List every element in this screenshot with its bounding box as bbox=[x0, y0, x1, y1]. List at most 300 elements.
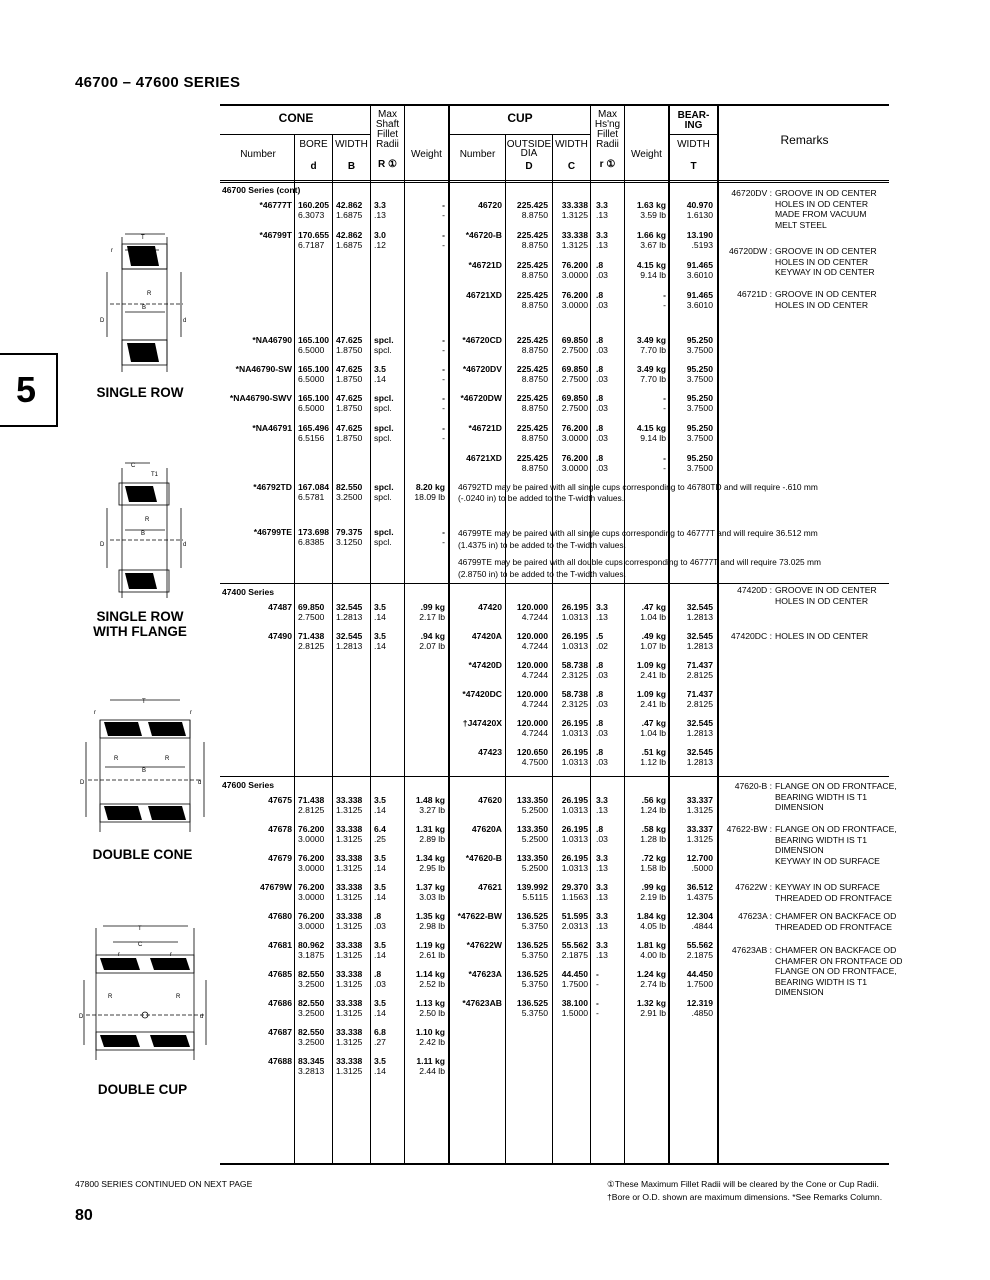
remark-line: CHAMFER ON FRONTFACE OD bbox=[775, 955, 903, 966]
cone-R-in: .12 bbox=[374, 240, 386, 250]
section-label: 46700 Series (cont) bbox=[222, 185, 301, 195]
bearing-width-header: WIDTH bbox=[677, 139, 710, 150]
cone-width-mm: 33.338 bbox=[336, 911, 363, 921]
cup-number: *47622W bbox=[466, 940, 502, 950]
cone-number: 47680 bbox=[268, 911, 292, 921]
cone-number: 47679W bbox=[259, 882, 292, 892]
cup-width-metric: 58.738 bbox=[561, 689, 588, 699]
cup-r-metric: .8 bbox=[596, 747, 604, 757]
cup-T-imperial: 3.7500 bbox=[686, 463, 713, 473]
cup-wt-metric: 1.32 kg bbox=[636, 998, 666, 1008]
cup-r-imperial: .03 bbox=[596, 699, 608, 709]
cup-r-imperial: .02 bbox=[596, 641, 608, 651]
cup-r-metric: .8 bbox=[596, 423, 604, 433]
cup-width-imperial: 2.3125 bbox=[561, 670, 588, 680]
cone-number: 47688 bbox=[268, 1056, 292, 1066]
remark-key: 47623A : bbox=[738, 911, 772, 921]
cup-wt-metric: .47 kg bbox=[641, 718, 666, 728]
cone-weight-lb: 2.17 lb bbox=[419, 612, 445, 622]
cone-width-mm: 33.338 bbox=[336, 1027, 363, 1037]
cup-number: 46721XD bbox=[466, 290, 502, 300]
cup-wt-imperial: 2.74 lb bbox=[640, 979, 666, 989]
cup-r-imperial: .03 bbox=[596, 728, 608, 738]
cone-weight-lb: 2.89 lb bbox=[419, 834, 445, 844]
cone-bore-in: 3.0000 bbox=[298, 921, 325, 931]
cup-number: 47420A bbox=[471, 631, 502, 641]
cone-number: *NA46790-SW bbox=[235, 364, 292, 374]
svg-text:D: D bbox=[80, 780, 85, 786]
cone-bore-in: 3.0000 bbox=[298, 863, 325, 873]
cup-width-metric: 76.200 bbox=[561, 453, 588, 463]
remark-key: 46720DV : bbox=[731, 188, 772, 198]
cup-r-metric: .8 bbox=[596, 824, 604, 834]
cone-weight-lb: 2.61 lb bbox=[419, 950, 445, 960]
cone-weight-lb: - bbox=[442, 537, 445, 547]
svg-text:R: R bbox=[145, 517, 150, 523]
remark-line: BEARING WIDTH IS T1 bbox=[775, 834, 867, 845]
cup-wt-metric: 1.24 kg bbox=[636, 969, 666, 979]
cup-wt-metric: .51 kg bbox=[641, 747, 666, 757]
section-label: 47600 Series bbox=[222, 780, 275, 790]
section-label: 47400 Series bbox=[222, 587, 275, 597]
cone-width-mm: 33.338 bbox=[336, 940, 363, 950]
cup-width-imperial: 2.0313 bbox=[561, 921, 588, 931]
remark-line: GROOVE IN OD CENTER bbox=[775, 289, 877, 299]
cup-T-imperial: 3.6010 bbox=[686, 300, 713, 310]
svg-text:d: d bbox=[183, 318, 187, 324]
cup-wt-metric: 4.15 kg bbox=[636, 260, 666, 270]
bore-symbol: d bbox=[310, 161, 317, 172]
cup-wt-imperial: 1.58 lb bbox=[640, 863, 666, 873]
cup-width-imperial: 1.0313 bbox=[561, 757, 588, 767]
cup-od-imperial: 5.3750 bbox=[521, 979, 548, 989]
cup-T-metric: 32.545 bbox=[686, 747, 713, 757]
remark-key: 47622-BW : bbox=[726, 824, 772, 834]
cup-T-metric: 32.545 bbox=[686, 718, 713, 728]
svg-text:R: R bbox=[165, 756, 170, 762]
cup-width-metric: 55.562 bbox=[561, 940, 588, 950]
cup-width-metric: 69.850 bbox=[561, 335, 588, 345]
cone-width-in: 1.3125 bbox=[336, 892, 363, 902]
cup-number: *46720DV bbox=[462, 364, 502, 374]
cup-r-metric: 3.3 bbox=[596, 230, 608, 240]
cup-r-metric: - bbox=[596, 998, 599, 1008]
cup-od-metric: 120.000 bbox=[516, 689, 548, 699]
cone-bore-mm: 170.655 bbox=[298, 230, 330, 240]
svg-text:R: R bbox=[108, 994, 113, 1000]
cup-r-metric: .8 bbox=[596, 453, 604, 463]
cup-wt-metric: 1.09 kg bbox=[636, 689, 666, 699]
cup-T-imperial: 2.8125 bbox=[686, 670, 713, 680]
col-rule bbox=[590, 104, 591, 1164]
cup-od-imperial: 8.8750 bbox=[521, 300, 548, 310]
cone-R-in: spcl. bbox=[374, 345, 392, 355]
col-rule bbox=[370, 104, 371, 1164]
cone-weight-kg: 1.11 kg bbox=[416, 1056, 445, 1066]
cup-width-imperial: 3.0000 bbox=[561, 463, 588, 473]
cup-T-imperial: 1.3125 bbox=[686, 834, 713, 844]
cone-R-in: .14 bbox=[374, 863, 386, 873]
cone-weight-lb: 2.07 lb bbox=[419, 641, 445, 651]
cup-wt-metric: - bbox=[663, 393, 666, 403]
pairing-note: (1.4375 in) to be added to the T-width values. bbox=[458, 540, 626, 550]
cup-od-imperial: 4.7244 bbox=[521, 612, 548, 622]
cup-r-metric: 3.3 bbox=[596, 795, 608, 805]
cup-T-imperial: 3.6010 bbox=[686, 270, 713, 280]
cone-width-mm: 82.550 bbox=[336, 482, 363, 492]
cup-number: *46721D bbox=[468, 423, 502, 433]
bore-footnote: †Bore or O.D. shown are maximum dimensions. *See Remarks Column. bbox=[607, 1192, 883, 1202]
cone-number: *NA46790 bbox=[252, 335, 292, 345]
cone-width-in: 3.1250 bbox=[336, 537, 363, 547]
cup-number: †J47420X bbox=[462, 718, 502, 728]
cone-width-in: 1.8750 bbox=[336, 345, 363, 355]
cup-T-metric: 95.250 bbox=[686, 364, 713, 374]
cone-R-mm: 6.4 bbox=[374, 824, 386, 834]
cone-bore-mm: 76.200 bbox=[298, 853, 325, 863]
cone-width-mm: 33.338 bbox=[336, 998, 363, 1008]
cone-width-in: 1.8750 bbox=[336, 374, 363, 384]
cup-number: 46721XD bbox=[466, 453, 502, 463]
cone-width-in: 1.3125 bbox=[336, 1008, 363, 1018]
cup-width-imperial: 1.5000 bbox=[561, 1008, 588, 1018]
cup-T-imperial: 2.8125 bbox=[686, 699, 713, 709]
cone-number: *46792TD bbox=[253, 482, 292, 492]
cup-T-imperial: 3.7500 bbox=[686, 403, 713, 413]
cup-r-imperial: .03 bbox=[596, 463, 608, 473]
cone-weight-kg: 1.35 kg bbox=[415, 911, 445, 921]
cone-weight-kg: 1.31 kg bbox=[415, 824, 445, 834]
cup-width-metric: 44.450 bbox=[561, 969, 588, 979]
col-rule bbox=[717, 104, 719, 1164]
cup-od-imperial: 8.8750 bbox=[521, 403, 548, 413]
cup-wt-imperial: 2.91 lb bbox=[640, 1008, 666, 1018]
cone-bore-mm: 71.438 bbox=[298, 631, 325, 641]
cone-R-mm: 6.8 bbox=[374, 1027, 386, 1037]
cup-wt-imperial: 1.07 lb bbox=[640, 641, 666, 651]
cup-wt-imperial: - bbox=[663, 463, 666, 473]
cup-width-metric: 33.338 bbox=[561, 200, 588, 210]
svg-text:T1: T1 bbox=[151, 472, 159, 478]
cone-weight-kg: 1.48 kg bbox=[415, 795, 445, 805]
cup-T-metric: 36.512 bbox=[686, 882, 713, 892]
remark-line: MADE FROM VACUUM bbox=[775, 209, 867, 219]
cone-bore-in: 3.2813 bbox=[298, 1066, 325, 1076]
cup-r-imperial: .03 bbox=[596, 757, 608, 767]
cup-T-imperial: .5000 bbox=[691, 863, 713, 873]
header-bottom-rule-2 bbox=[220, 182, 889, 183]
cup-wt-imperial: 1.24 lb bbox=[640, 805, 666, 815]
cup-wt-imperial: 3.59 lb bbox=[640, 210, 666, 220]
cup-od-imperial: 8.8750 bbox=[521, 210, 548, 220]
cone-bore-mm: 83.345 bbox=[298, 1056, 325, 1066]
cone-bore-in: 3.0000 bbox=[298, 892, 325, 902]
cone-width-mm: 47.625 bbox=[336, 423, 363, 433]
cup-T-imperial: 1.2813 bbox=[686, 641, 713, 651]
cup-T-metric: 32.545 bbox=[686, 602, 713, 612]
cup-width-metric: 26.195 bbox=[561, 631, 588, 641]
double-cup-label: DOUBLE CUP bbox=[97, 1082, 188, 1097]
cup-width-metric: 38.100 bbox=[561, 998, 588, 1008]
cup-od-metric: 225.425 bbox=[516, 423, 548, 433]
cone-width-in: 1.3125 bbox=[336, 921, 363, 931]
double-cone-diagram bbox=[80, 692, 210, 842]
cone-R-mm: spcl. bbox=[374, 423, 394, 433]
cone-width-in: 1.3125 bbox=[336, 1037, 363, 1047]
cone-width-in: 1.8750 bbox=[336, 403, 363, 413]
cup-T-metric: 33.337 bbox=[686, 824, 713, 834]
cup-T-metric: 95.250 bbox=[686, 423, 713, 433]
cup-od-imperial: 5.2500 bbox=[521, 863, 548, 873]
cone-R-in: .14 bbox=[374, 892, 386, 902]
cone-number: 47490 bbox=[268, 631, 292, 641]
cone-weight-lb: 3.27 lb bbox=[419, 805, 445, 815]
cup-r-imperial: .03 bbox=[596, 270, 608, 280]
cone-bore-mm: 82.550 bbox=[298, 969, 325, 979]
col-rule bbox=[294, 134, 295, 1164]
cone-width-header: WIDTH bbox=[335, 139, 368, 150]
pairing-note: (-.0240 in) to be added to the T-width values. bbox=[458, 493, 625, 503]
cone-width-in: 3.2500 bbox=[336, 492, 363, 502]
cone-R-in: .14 bbox=[374, 1066, 386, 1076]
cone-R-mm: .8 bbox=[374, 911, 382, 921]
cup-wt-imperial: 7.70 lb bbox=[640, 345, 666, 355]
cup-od-imperial: 4.7244 bbox=[521, 670, 548, 680]
cone-R-mm: 3.5 bbox=[374, 998, 386, 1008]
cup-T-imperial: 1.4375 bbox=[686, 892, 713, 902]
cup-od-metric: 120.000 bbox=[516, 602, 548, 612]
cup-T-imperial: 3.7500 bbox=[686, 374, 713, 384]
cone-bore-in: 6.5000 bbox=[298, 403, 325, 413]
remarks-header: Remarks bbox=[780, 133, 829, 147]
svg-text:D: D bbox=[79, 1014, 84, 1020]
cup-T-metric: 95.250 bbox=[686, 393, 713, 403]
cup-od-metric: 120.000 bbox=[516, 718, 548, 728]
cup-wt-imperial: 2.19 lb bbox=[640, 892, 666, 902]
cup-r-metric: .8 bbox=[596, 290, 604, 300]
cup-width-metric: 76.200 bbox=[561, 423, 588, 433]
cup-r-imperial: .13 bbox=[596, 805, 608, 815]
remark-line: DIMENSION bbox=[775, 845, 824, 855]
cup-number: 46720 bbox=[478, 200, 502, 210]
svg-text:R: R bbox=[147, 291, 152, 297]
cone-bore-in: 6.3073 bbox=[298, 210, 325, 220]
table-bottom-rule bbox=[220, 1163, 889, 1165]
cone-width-in: 1.3125 bbox=[336, 1066, 363, 1076]
remark-line: CHAMFER ON BACKFACE OD bbox=[775, 911, 897, 921]
remark-line: KEYWAY IN OD SURFACE bbox=[775, 855, 880, 866]
cup-width-symbol: C bbox=[567, 161, 576, 172]
cup-T-metric: 12.304 bbox=[686, 911, 713, 921]
cone-bore-mm: 76.200 bbox=[298, 824, 325, 834]
remark-line: MELT STEEL bbox=[775, 219, 827, 230]
cone-weight-lb: - bbox=[442, 433, 445, 443]
remark-line: CHAMFER ON BACKFACE OD bbox=[775, 945, 897, 955]
cup-width-metric: 26.195 bbox=[561, 824, 588, 834]
col-rule bbox=[448, 104, 450, 1164]
cone-bore-in: 6.5781 bbox=[298, 492, 325, 502]
cone-width-in: 1.6875 bbox=[336, 240, 363, 250]
cone-weight-lb: 2.52 lb bbox=[419, 979, 445, 989]
cup-width-imperial: 1.0313 bbox=[561, 834, 588, 844]
cone-bore-mm: 165.496 bbox=[298, 423, 330, 433]
shaft-fillet-header: Max Shaft Fillet Radii bbox=[375, 109, 400, 150]
cone-weight-lb: 3.03 lb bbox=[419, 892, 445, 902]
cup-od-imperial: 5.2500 bbox=[521, 834, 548, 844]
cup-r-imperial: .13 bbox=[596, 921, 608, 931]
cone-weight-kg: 1.14 kg bbox=[415, 969, 445, 979]
cup-od-imperial: 5.5115 bbox=[522, 892, 548, 902]
cone-weight-lb: - bbox=[442, 345, 445, 355]
cone-weight-kg: 8.20 kg bbox=[415, 482, 445, 492]
cup-width-metric: 76.200 bbox=[561, 260, 588, 270]
cone-bore-mm: 76.200 bbox=[298, 882, 325, 892]
cup-width-imperial: 1.0313 bbox=[561, 728, 588, 738]
cup-wt-imperial: - bbox=[663, 403, 666, 413]
cone-number: 47678 bbox=[268, 824, 292, 834]
cone-width-mm: 33.338 bbox=[336, 882, 363, 892]
cup-r-metric: 3.3 bbox=[596, 911, 608, 921]
svg-text:B: B bbox=[142, 768, 147, 774]
cone-R-in: .14 bbox=[374, 374, 386, 384]
cone-bore-mm: 167.084 bbox=[298, 482, 330, 492]
outside-dia-symbol: D bbox=[525, 161, 533, 172]
cone-width-mm: 33.338 bbox=[336, 795, 363, 805]
cup-width-metric: 26.195 bbox=[561, 853, 588, 863]
cup-wt-imperial: 1.12 lb bbox=[640, 757, 666, 767]
cone-weight-kg: - bbox=[442, 200, 445, 210]
cone-bore-mm: 82.550 bbox=[298, 998, 325, 1008]
remark-key: 47622W : bbox=[735, 882, 772, 892]
cup-od-imperial: 5.3750 bbox=[521, 950, 548, 960]
cone-R-in: .03 bbox=[374, 979, 386, 989]
cone-R-mm: 3.5 bbox=[374, 853, 386, 863]
cone-weight-kg: .99 kg bbox=[420, 602, 445, 612]
remark-key: 47620-B : bbox=[734, 781, 772, 791]
cup-T-imperial: 1.3125 bbox=[686, 805, 713, 815]
cone-R-in: .14 bbox=[374, 641, 386, 651]
cone-header-rule bbox=[220, 134, 370, 135]
svg-text:C: C bbox=[131, 463, 136, 469]
cup-T-metric: 33.337 bbox=[686, 795, 713, 805]
cone-R-mm: spcl. bbox=[374, 527, 394, 537]
cup-od-imperial: 8.8750 bbox=[521, 463, 548, 473]
cup-r-imperial: .03 bbox=[596, 403, 608, 413]
remark-line: DIMENSION bbox=[775, 802, 824, 812]
cup-T-metric: 44.450 bbox=[686, 969, 713, 979]
cone-R-in: .27 bbox=[374, 1037, 386, 1047]
cone-number: 47687 bbox=[268, 1027, 292, 1037]
cup-number: *47620-B bbox=[465, 853, 502, 863]
cup-od-metric: 120.000 bbox=[516, 660, 548, 670]
remark-line: KEYWAY IN OD SURFACE bbox=[775, 882, 880, 892]
cone-bore-mm: 160.205 bbox=[298, 200, 330, 210]
cup-r-imperial: .03 bbox=[596, 834, 608, 844]
cup-T-metric: 71.437 bbox=[686, 660, 713, 670]
cone-number: *46799T bbox=[259, 230, 292, 240]
cup-od-metric: 136.525 bbox=[516, 969, 548, 979]
cup-od-imperial: 8.8750 bbox=[521, 345, 548, 355]
cone-bore-in: 3.2500 bbox=[298, 1008, 325, 1018]
cone-bore-mm: 80.962 bbox=[298, 940, 325, 950]
cup-wt-imperial: 1.28 lb bbox=[640, 834, 666, 844]
cup-r-metric: .8 bbox=[596, 364, 604, 374]
cone-width-in: 1.3125 bbox=[336, 950, 363, 960]
cup-r-metric: .8 bbox=[596, 393, 604, 403]
cone-number: *46777T bbox=[259, 200, 292, 210]
cone-R-in: spcl. bbox=[374, 492, 392, 502]
cup-width-imperial: 1.0313 bbox=[561, 641, 588, 651]
cone-R-in: spcl. bbox=[374, 537, 392, 547]
cone-R-in: spcl. bbox=[374, 433, 392, 443]
cone-width-in: 1.2813 bbox=[336, 641, 363, 651]
cone-number: 47679 bbox=[268, 853, 292, 863]
cup-od-metric: 136.525 bbox=[516, 998, 548, 1008]
remark-line: HOLES IN OD CENTER bbox=[775, 631, 869, 641]
remark-key: 46721D : bbox=[737, 289, 772, 299]
cone-bore-in: 6.5000 bbox=[298, 345, 325, 355]
cup-number-header: Number bbox=[459, 149, 496, 160]
cup-od-metric: 225.425 bbox=[516, 260, 548, 270]
cup-od-metric: 139.992 bbox=[516, 882, 548, 892]
cone-weight-lb: 2.42 lb bbox=[419, 1037, 445, 1047]
cup-wt-metric: 1.66 kg bbox=[636, 230, 666, 240]
cone-weight-kg: - bbox=[442, 230, 445, 240]
outside-dia-header: OUTSIDE DIA bbox=[506, 139, 552, 159]
cup-r-metric: .8 bbox=[596, 660, 604, 670]
remark-key: 46720DW : bbox=[729, 246, 772, 256]
cup-wt-metric: 1.63 kg bbox=[636, 200, 666, 210]
cup-r-imperial: .13 bbox=[596, 863, 608, 873]
cup-width-metric: 51.595 bbox=[561, 911, 588, 921]
cup-number: 47620 bbox=[478, 795, 502, 805]
cup-wt-imperial: - bbox=[663, 300, 666, 310]
cup-width-metric: 69.850 bbox=[561, 364, 588, 374]
cup-od-metric: 225.425 bbox=[516, 364, 548, 374]
cup-width-metric: 76.200 bbox=[561, 290, 588, 300]
svg-text:D: D bbox=[100, 542, 105, 548]
cup-r-imperial: .03 bbox=[596, 670, 608, 680]
cup-od-imperial: 5.2500 bbox=[521, 805, 548, 815]
page-title: 46700 – 47600 SERIES bbox=[75, 74, 241, 91]
cup-number: *46721D bbox=[468, 260, 502, 270]
cup-number: 47423 bbox=[478, 747, 502, 757]
cone-number: 47675 bbox=[268, 795, 292, 805]
cup-T-metric: 32.545 bbox=[686, 631, 713, 641]
cup-width-metric: 33.338 bbox=[561, 230, 588, 240]
cone-weight-lb: 2.50 lb bbox=[419, 1008, 445, 1018]
cup-width-imperial: 1.0313 bbox=[561, 805, 588, 815]
single-row-diagram bbox=[95, 232, 195, 377]
col-rule bbox=[332, 134, 333, 1164]
cone-weight-kg: .94 kg bbox=[420, 631, 445, 641]
cup-wt-metric: 3.49 kg bbox=[636, 335, 666, 345]
svg-text:T: T bbox=[142, 699, 146, 705]
cone-number: 47685 bbox=[268, 969, 292, 979]
cup-T-metric: 71.437 bbox=[686, 689, 713, 699]
cone-width-mm: 42.862 bbox=[336, 200, 363, 210]
cone-bore-mm: 165.100 bbox=[298, 335, 330, 345]
cup-width-imperial: 1.0313 bbox=[561, 863, 588, 873]
cone-width-mm: 33.338 bbox=[336, 1056, 363, 1066]
pairing-note: 46792TD may be paired with all single cups corresponding to 46780TD and will require -.610 mm bbox=[458, 482, 818, 492]
cone-number: *NA46791 bbox=[252, 423, 292, 433]
cup-od-imperial: 4.7244 bbox=[521, 728, 548, 738]
bearing-width-symbol: T bbox=[690, 161, 697, 172]
cup-wt-imperial: 2.41 lb bbox=[640, 699, 666, 709]
svg-text:C: C bbox=[138, 942, 143, 948]
cone-weight-lb: 18.09 lb bbox=[414, 492, 445, 502]
